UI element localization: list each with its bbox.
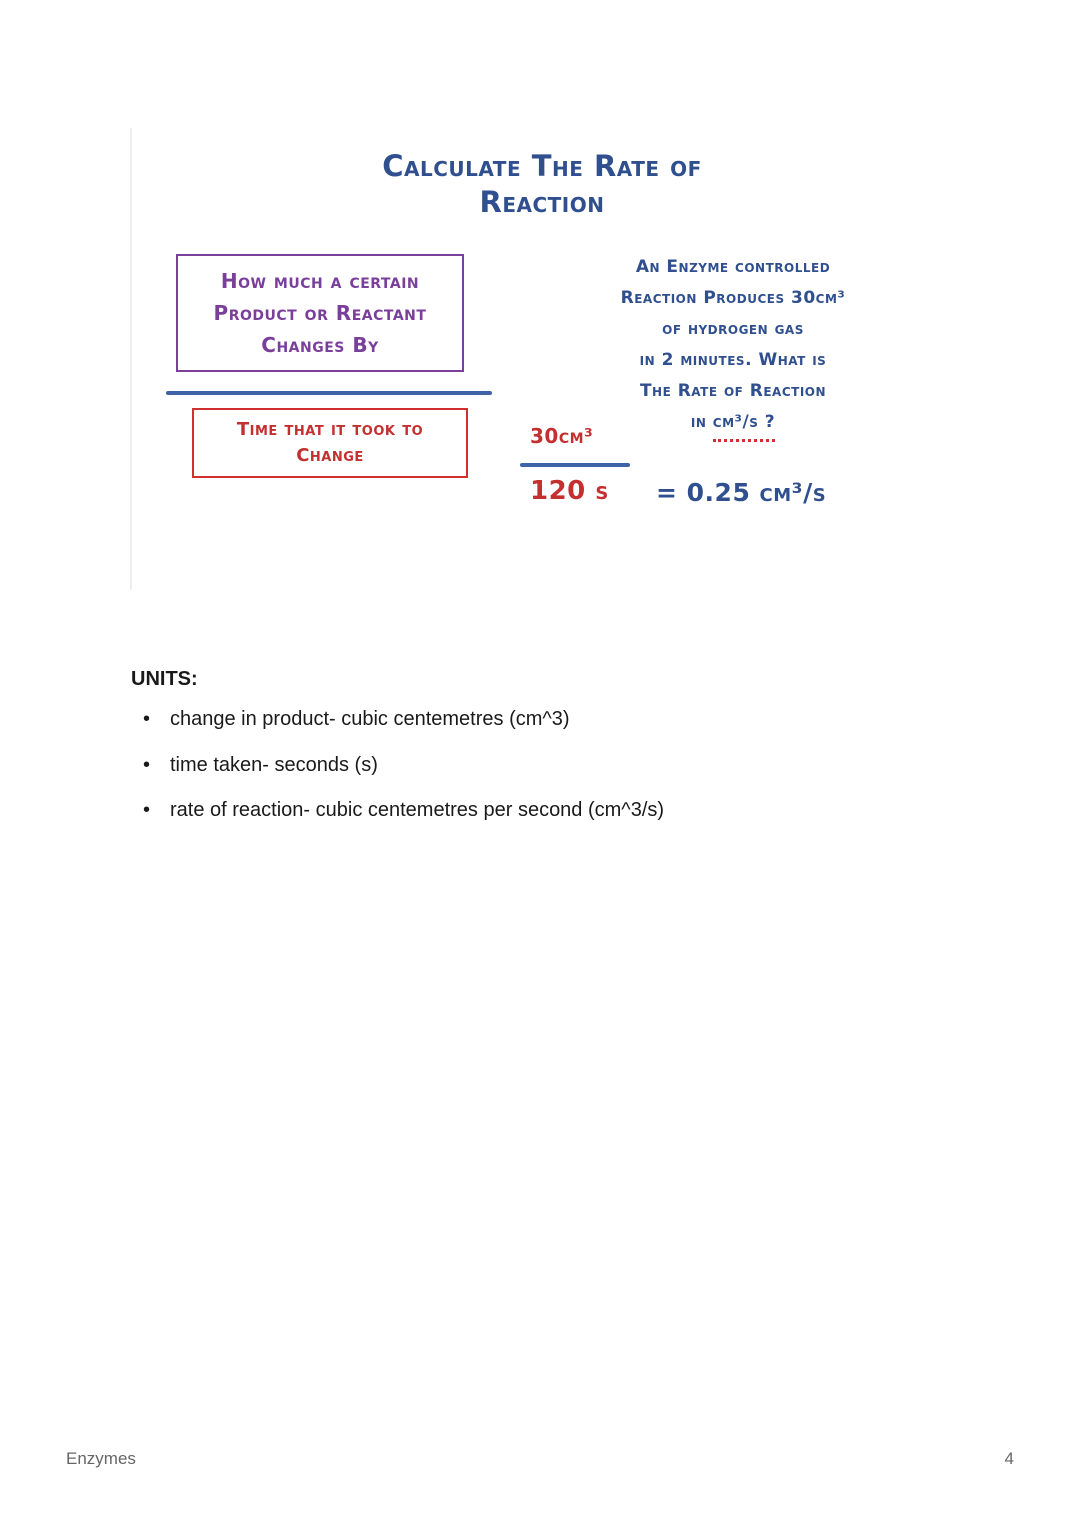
question-line: An Enzyme controlled (635, 257, 831, 277)
units-heading: UNITS: (131, 668, 198, 690)
question-line: Reaction Produces 30cm³ (620, 288, 846, 308)
question-line: in (690, 412, 713, 432)
question-line: The Rate of Reaction (639, 381, 827, 401)
figure-title-line: Calculate The Rate of (382, 149, 702, 183)
calc-result: = 0.25 cm³/s (656, 478, 827, 507)
list-item: • change in product- cubic centemetres (cm^3) (131, 708, 664, 731)
figure-title-line: Reaction (479, 185, 605, 219)
numerator-line: How much a certain (220, 269, 420, 293)
numerator-box (176, 254, 464, 372)
list-item: • time taken- seconds (s) (131, 754, 664, 777)
denominator-line: Change (296, 445, 364, 466)
rate-of-reaction-figure (130, 128, 932, 590)
example-question (568, 252, 898, 438)
question-line: of hydrogen gas (662, 319, 804, 339)
calc-numerator: 30cm³ (530, 424, 594, 448)
footer-section-name: Enzymes (66, 1449, 136, 1468)
formula-fraction-line (166, 391, 492, 395)
units-list (131, 708, 664, 845)
denominator-line: Time that it took to (236, 419, 424, 440)
numerator-line: Changes By (261, 333, 379, 357)
question-line: in 2 minutes. What is (639, 350, 827, 370)
question-line-last (568, 407, 898, 438)
page-number: 4 (1004, 1449, 1014, 1468)
list-item: • rate of reaction- cubic centemetres per second (cm^3/s) (131, 799, 664, 822)
denominator-box (192, 408, 468, 478)
question-unit: cm³/s ? (713, 407, 775, 438)
calc-fraction-line (520, 463, 630, 467)
numerator-line: Product or Reactant (213, 301, 427, 325)
calc-denominator: 120 s (530, 476, 609, 506)
figure-title (372, 148, 712, 220)
